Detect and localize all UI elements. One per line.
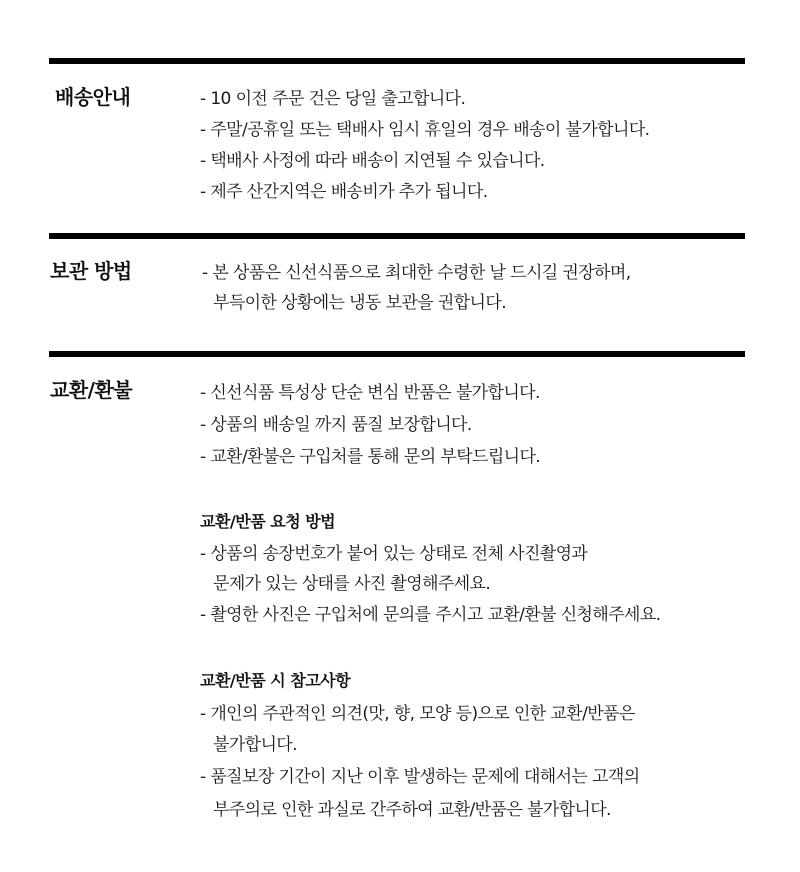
section-divider xyxy=(49,233,745,239)
subsection-title-notes: 교환/반품 시 참고사항 xyxy=(200,671,351,690)
request-method-line: - 촬영한 사진은 구입처에 문의를 주시고 교환/환불 신청해주세요. xyxy=(200,605,661,625)
section-divider xyxy=(49,58,745,64)
notes-line: - 개인의 주관적인 의견(맛, 향, 모양 등)으로 인한 교환/반품은 xyxy=(200,704,635,724)
section-divider xyxy=(49,351,745,357)
exchange-line: - 신선식품 특성상 단순 변심 반품은 불가합니다. xyxy=(200,383,540,403)
shipping-line: - 10 이전 주문 건은 당일 출고합니다. xyxy=(200,89,466,109)
storage-line-continuation: 부득이한 상황에는 냉동 보관을 권합니다. xyxy=(213,293,506,313)
shipping-line: - 주말/공휴일 또는 택배사 임시 휴일의 경우 배송이 불가합니다. xyxy=(200,120,650,140)
section-title-exchange-refund: 교환/환불 xyxy=(50,378,133,402)
request-method-line: - 상품의 송장번호가 붙어 있는 상태로 전체 사진촬영과 xyxy=(200,544,588,564)
notes-line-continuation: 불가합니다. xyxy=(213,735,297,755)
notes-line: - 품질보장 기간이 지난 이후 발생하는 문제에 대해서는 고객의 xyxy=(200,767,640,787)
subsection-title-request-method: 교환/반품 요청 방법 xyxy=(200,512,336,531)
storage-line: - 본 상품은 신선식품으로 최대한 수령한 날 드시길 권장하며, xyxy=(202,263,631,283)
section-title-storage: 보관 방법 xyxy=(50,259,132,283)
shipping-line: - 제주 산간지역은 배송비가 추가 됩니다. xyxy=(200,182,488,202)
request-method-line-continuation: 문제가 있는 상태를 사진 촬영해주세요. xyxy=(213,574,491,594)
exchange-line: - 교환/환불은 구입처를 통해 문의 부탁드립니다. xyxy=(200,447,541,467)
notes-line-continuation: 부주의로 인한 과실로 간주하여 교환/반품은 불가합니다. xyxy=(213,800,611,820)
section-title-shipping: 배송안내 xyxy=(55,85,131,109)
exchange-line: - 상품의 배송일 까지 품질 보장합니다. xyxy=(200,415,472,435)
shipping-line: - 택배사 사정에 따라 배송이 지연될 수 있습니다. xyxy=(200,151,545,171)
